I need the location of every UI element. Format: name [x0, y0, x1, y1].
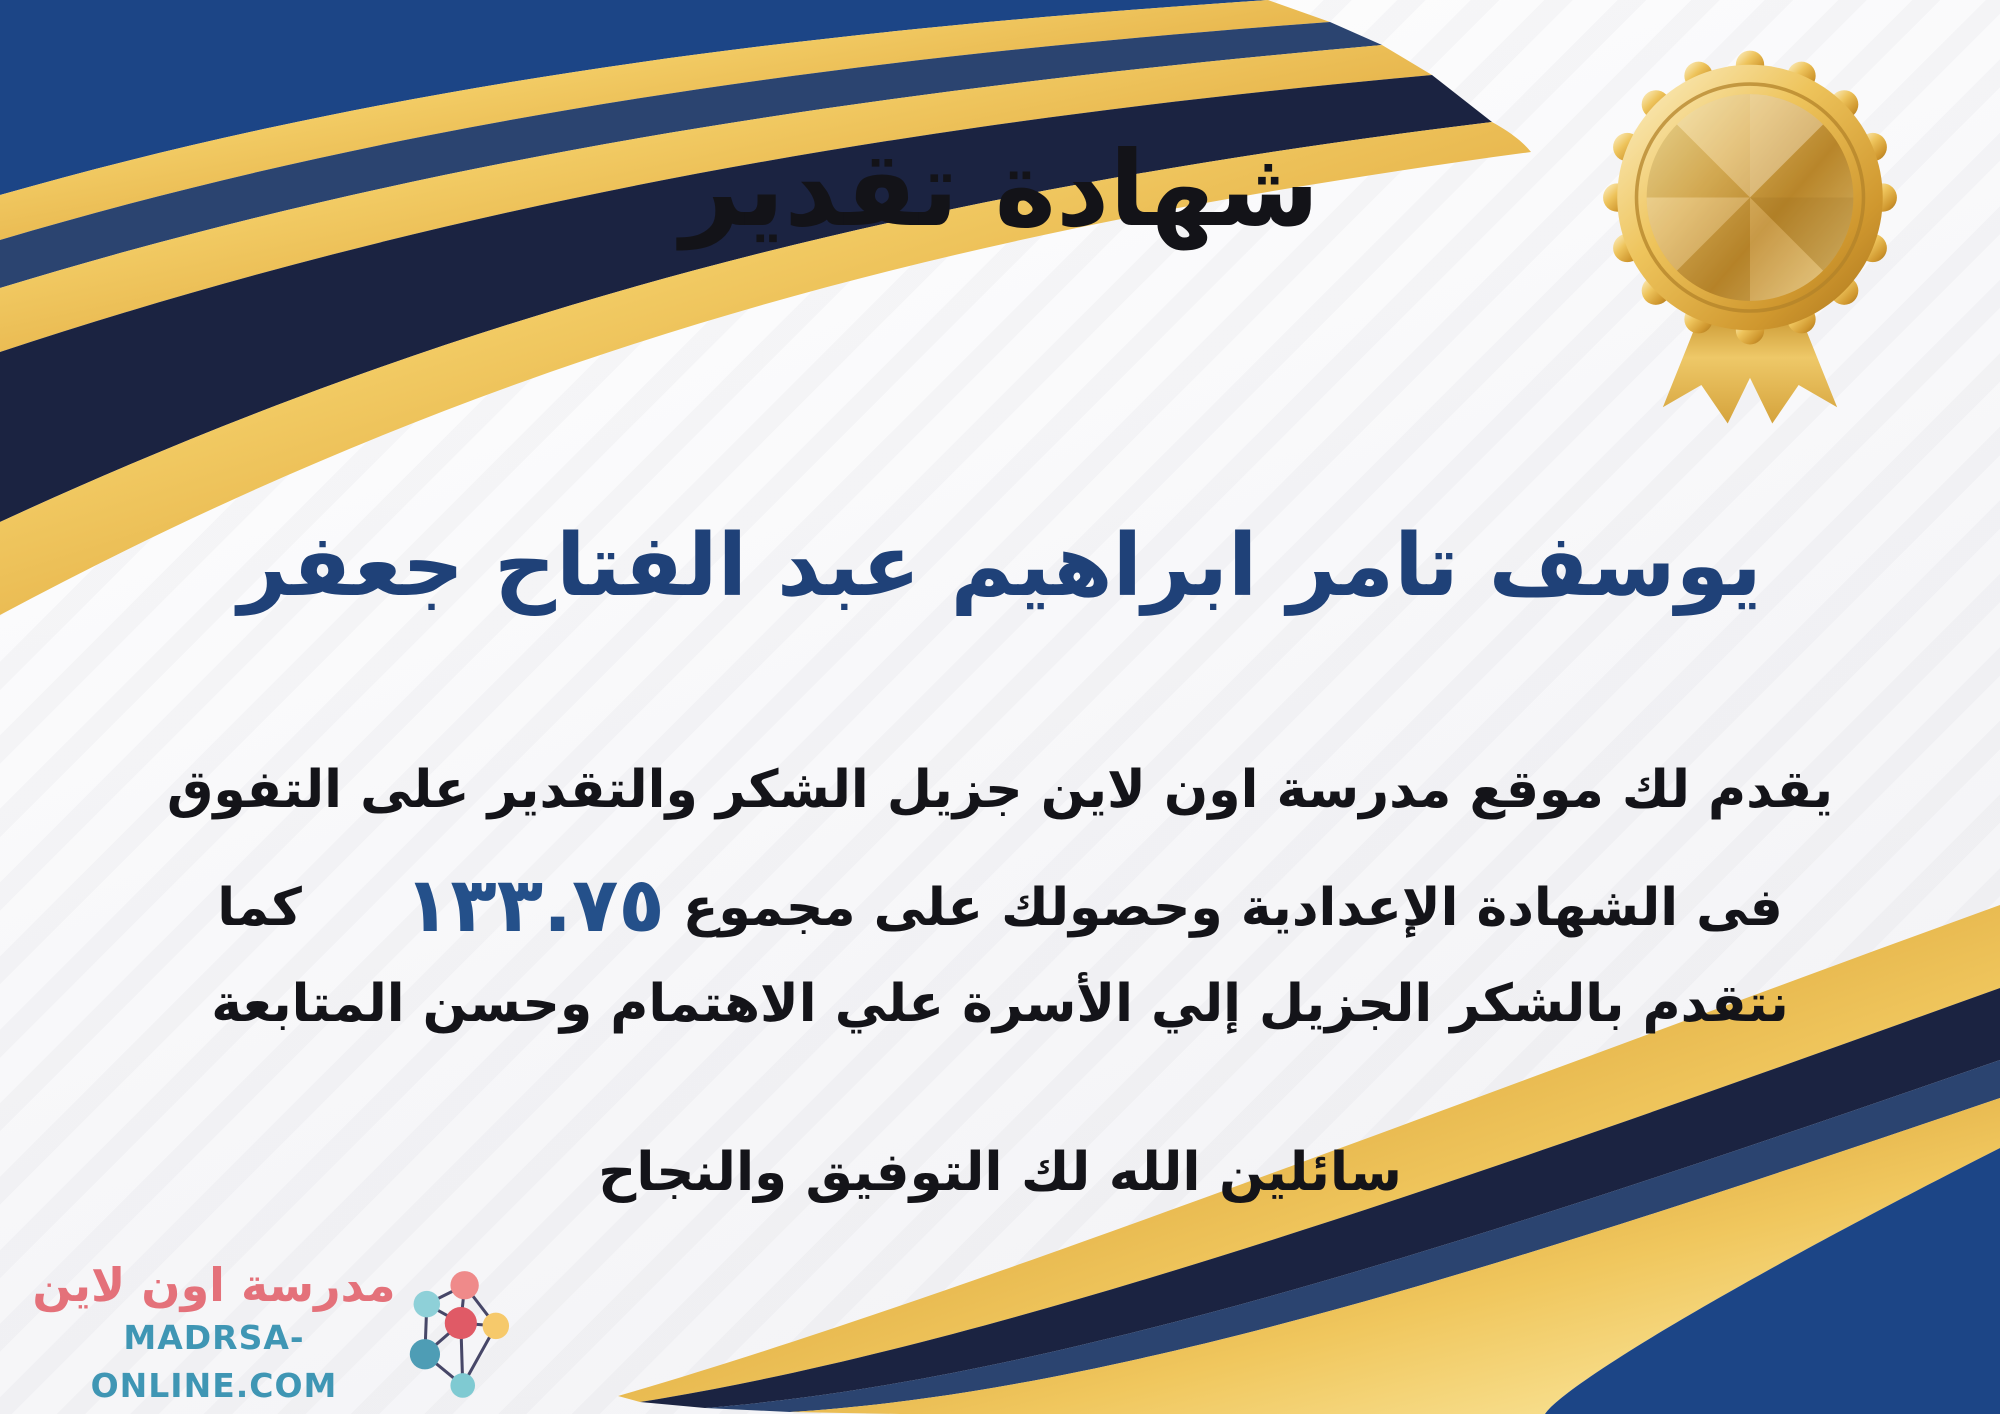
closing-line: سائلين الله لك التوفيق والنجاح: [598, 1142, 1402, 1203]
site-logo-text: [28, 1256, 400, 1410]
body-line-2: [0, 850, 2000, 963]
site-website-url: MADRSA-ONLINE.COM: [90, 1318, 338, 1405]
body-line-3: نتقدم بالشكر الجزيل إلي الأسرة علي الاهتمام وحسن المتابعة: [211, 974, 1789, 1034]
certificate-title: شهادة تقدير: [680, 128, 1320, 250]
body-line-2-text: فى الشهادة الإعدادية وحصولك على مجموع: [682, 878, 1783, 938]
body-line-2-tail: كما: [217, 878, 302, 938]
body-line-1: يقدم لك موقع مدرسة اون لاين جزيل الشكر والتقدير على التفوق: [166, 760, 1834, 820]
network-icon: [406, 1262, 510, 1404]
score-value: ١٣٣.٧٥: [403, 860, 665, 949]
student-name: يوسف تامر ابراهيم عبد الفتاح جعفر: [238, 516, 1762, 616]
site-logo: [28, 1256, 510, 1410]
site-name-arabic: مدرسة اون لاين: [32, 1258, 396, 1312]
